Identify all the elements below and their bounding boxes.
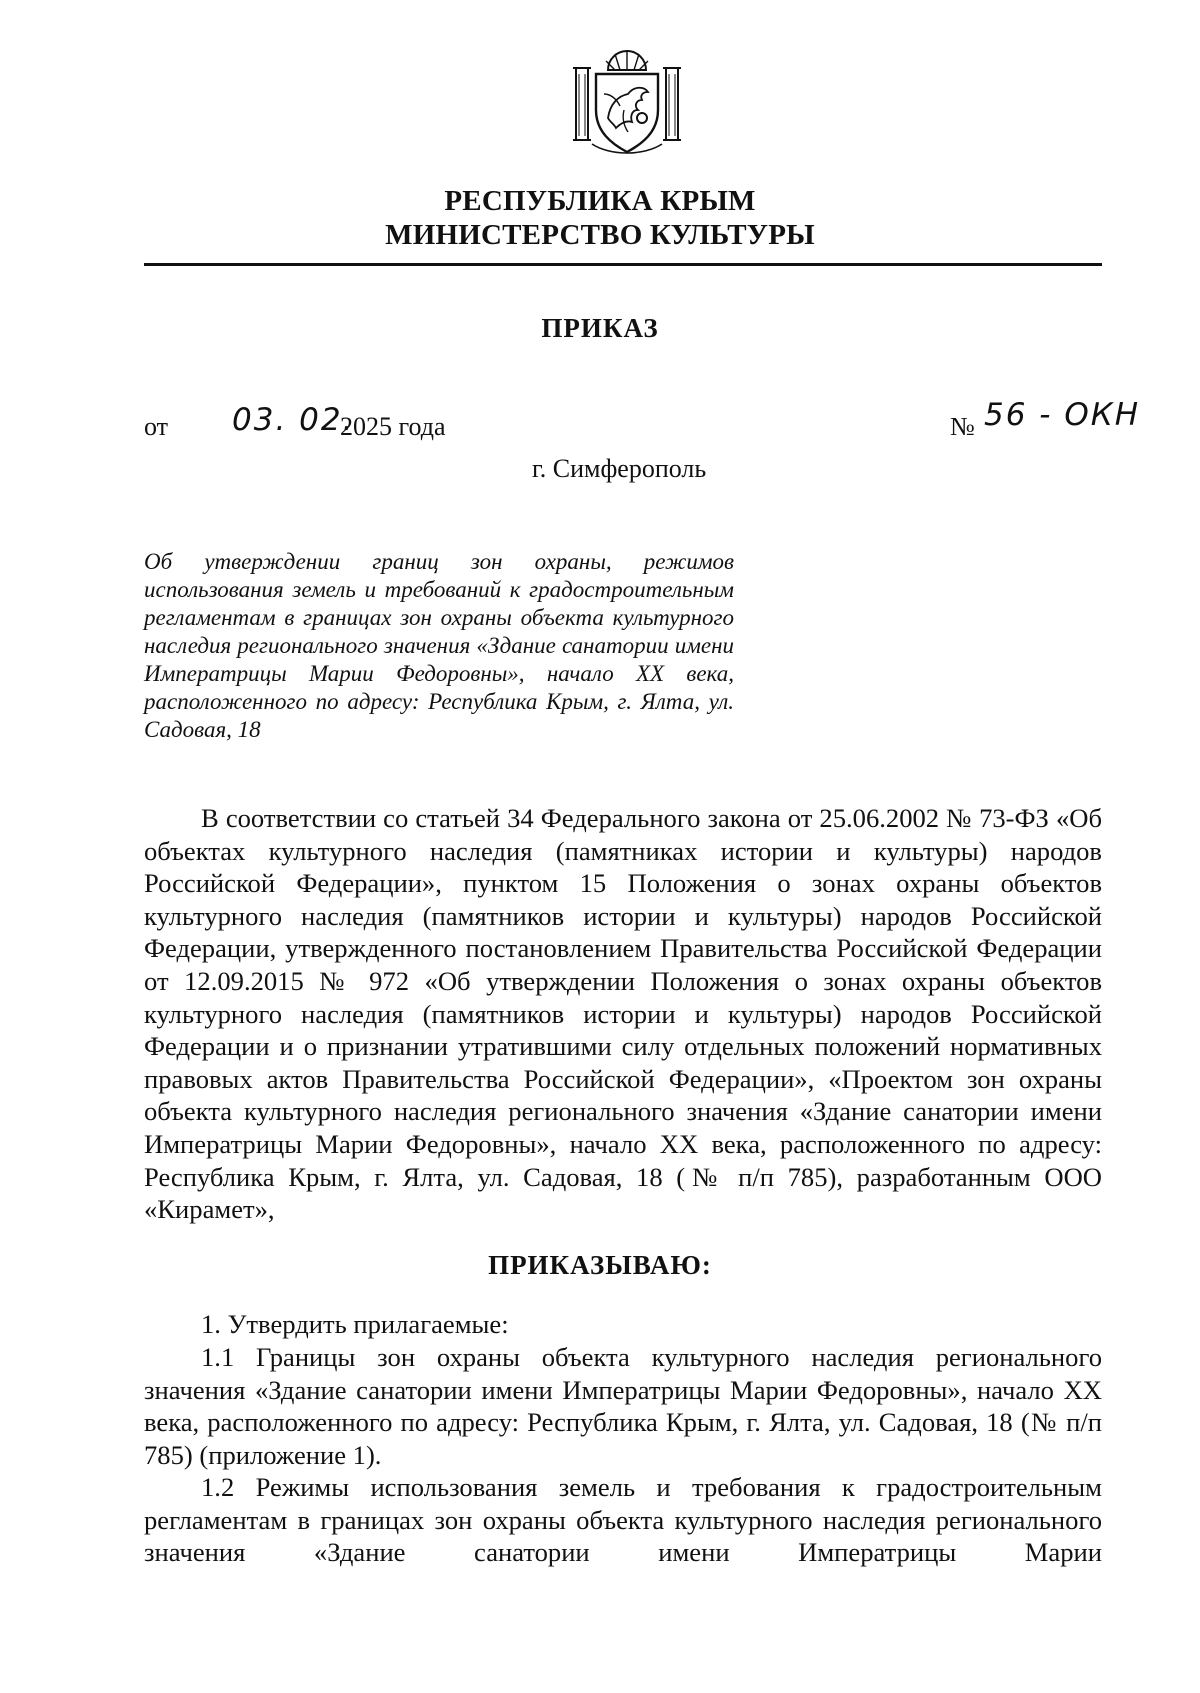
number-prefix: № xyxy=(950,412,975,441)
order-subject: Об утверждении границ зон охраны, режимов использования земель и требований к градостроительным регламентам в границах зон охраны объекта культурного наследия регионального значения «Здание санатории имени Императрицы Марии Федоровны», начало XX века, расположенного по адресу: Республика Крым, г. Ялта, ул. Садовая, 18 xyxy=(144,549,734,742)
city: г. Симферополь xyxy=(532,454,707,483)
order-item-1-1: 1.1 Границы зон охраны объекта культурного наследия регионального значения «Здание санатории имени Императрицы Марии Федоровны», начало XX века, расположенного по адресу: Республика Крым, г. Ялта, ул. Садовая, 18 (№ п/п 785) (приложение 1). xyxy=(144,1342,1102,1470)
order-heading: ПРИКАЗЫВАЮ: xyxy=(488,1250,712,1280)
date-prefix: от xyxy=(144,412,169,441)
order-item-1: 1. Утвердить прилагаемые: xyxy=(201,1309,509,1339)
header-divider xyxy=(144,263,1102,266)
preamble-paragraph: В соответствии со статьей 34 Федерального закона от 25.06.2002 № 73-ФЗ «Об объектах культурного наследия (памятниках истории и культуры) народов Российской Федерации», пунктом 15 Положения о зонах охраны объектов культурного наследия (памятников истории и культуры) народов Российской Федерации, утвержденного постановлением Правительства Российской Федерации от 12.09.2015 № 972 «Об утверждении Положения о зонах охраны объектов культурного наследия (памятников истории и культуры) народов Российской Федерации и о признании утратившими силу отдельных положений нормативных правовых актов Правительства Российской Федерации», «Проектом зон охраны объекта культурного наследия регионального значения «Здание санатории имени Императрицы Марии Федоровны», начало XX века, расположенного по адресу: Республика Крым, г. Ялта, ул. Садовая, 18 (№ п/п 785), разработанным ООО «Кирамет», xyxy=(144,803,1102,1225)
header-republic: РЕСПУБЛИКА КРЫМ xyxy=(444,185,756,217)
document-type-title: ПРИКАЗ xyxy=(541,313,659,343)
number-handwritten: 56 - ОКН xyxy=(984,397,1141,433)
date-handwritten: 03. 02. xyxy=(232,402,355,438)
header-ministry: МИНИСТЕРСТВО КУЛЬТУРЫ xyxy=(385,219,815,251)
date-year: 2025 года xyxy=(340,412,446,441)
crimea-coat-of-arms-icon xyxy=(570,48,684,158)
order-item-1-2: 1.2 Режимы использования земель и требования к градостроительным регламентам в границах зон охраны объекта культурного наследия регионального значения «Здание санатории имени Императрицы Марии xyxy=(144,1472,1102,1568)
